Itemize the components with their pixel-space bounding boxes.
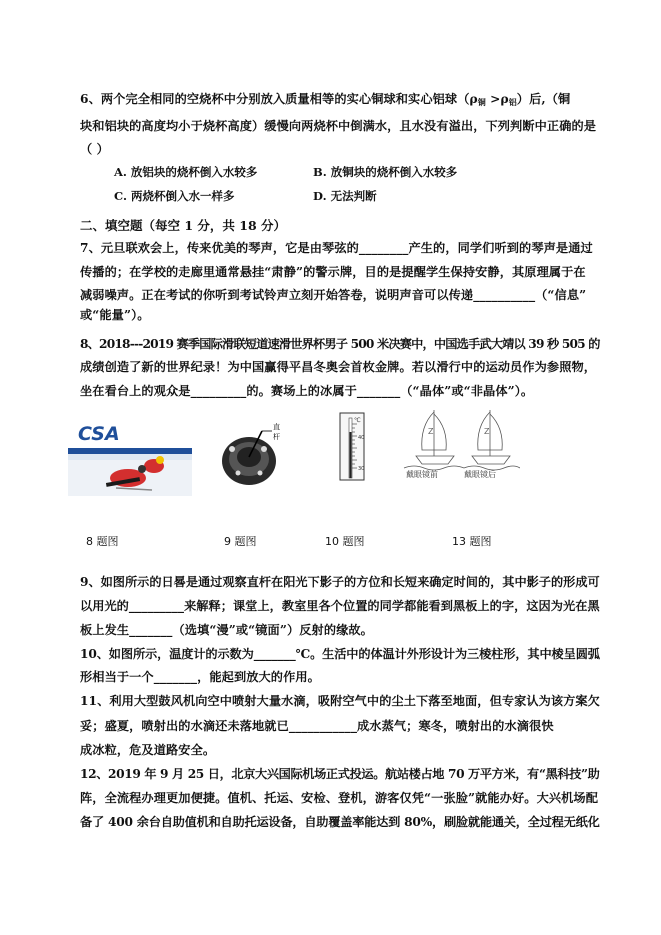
q7-line-1: 7、元旦联欢会上，传来优美的琴声，它是由琴弦的________产生的，同学们听到的琴声是通过 bbox=[80, 241, 593, 255]
q6-option-d: D. 无法判断 bbox=[313, 189, 377, 203]
q6-line-3: （ ） bbox=[80, 142, 109, 156]
svg-text:30: 30 bbox=[358, 466, 365, 472]
caption-fig10: 10 题图 bbox=[325, 535, 365, 548]
svg-text:直: 直 bbox=[273, 423, 280, 431]
subscript-copper: 铜 bbox=[477, 97, 486, 107]
q7-line-2: 传播的；在学校的走廊里通常悬挂“肃静”的警示牌，目的是提醒学生保持安静，其原理属于在 bbox=[80, 265, 586, 279]
q10-line-1: 10、如图所示，温度计的示数为_______℃。生活中的体温计外形设计为三棱柱形，其中棱呈圆弧 bbox=[80, 647, 600, 661]
q9-line-2: 以用光的_________来解释；课堂上，教室里各个位置的同学都能看到黑板上的字，这因为光在黑 bbox=[80, 599, 600, 613]
svg-text:Z: Z bbox=[428, 427, 434, 436]
q12-line-2: 阵，全流程办理更加便捷。值机、托运、安检、登机，游客仅凭“一张脸”就能办好。大兴机场配 bbox=[80, 791, 599, 805]
sundial-figure bbox=[216, 423, 288, 489]
q8-line-3: 坐在看台上的观众是_________的。赛场上的冰属于_______（“晶体”或“非晶体”）。 bbox=[80, 384, 534, 398]
q11-line-1: 11、利用大型鼓风机向空中喷射大量水滴，吸附空气中的尘土下落至地面，但专家认为该方案欠 bbox=[80, 694, 600, 708]
caption-fig9: 9 题图 bbox=[224, 535, 257, 548]
svg-text:戴眼镜前: 戴眼镜前 bbox=[406, 470, 438, 478]
section-title: 二、填空题（每空 1 分，共 18 分） bbox=[80, 218, 287, 233]
q7-line-3: 减弱噪声。正在考试的你听到考试铃声立刻开始答卷，说明声音可以传递__________（“信息” bbox=[80, 288, 587, 302]
svg-text:40: 40 bbox=[358, 435, 365, 441]
q8-line-2: 成绩创造了新的世界纪录！为中国赢得平昌冬奥会首枚金牌。若以滑行中的运动员作为参照物， bbox=[80, 360, 597, 374]
svg-text:戴眼镜后: 戴眼镜后 bbox=[464, 470, 496, 478]
subscript-aluminum: 铝 bbox=[508, 97, 517, 107]
q10-line-2: 形相当于一个_______，能起到放大的作用。 bbox=[80, 670, 320, 684]
q9-line-1: 9、如图所示的日晷是通过观察直杆在阳光下影子的方位和长短来确定时间的，其中影子的形成可 bbox=[80, 575, 600, 589]
svg-text:Z: Z bbox=[484, 427, 490, 436]
q12-line-1: 12、2019 年 9 月 25 日，北京大兴国际机场正式投运。航站楼占地 70 万平方米，有“黑科技”助 bbox=[80, 767, 600, 781]
q6-line-1-text: 6、两个完全相同的空烧杯中分别放入质量相等的实心铜球和实心铝球（ρ bbox=[80, 92, 478, 106]
q6-option-a: A. 放铝块的烧杯倒入水较多 bbox=[114, 165, 258, 179]
q7-line-4: 或“能量”）。 bbox=[80, 308, 150, 322]
speed-skating-photo bbox=[68, 420, 192, 496]
glasses-boat-figure bbox=[402, 402, 520, 478]
q11-line-3: 成冰粒，危及道路安全。 bbox=[80, 743, 216, 757]
q9-line-3: 板上发生_______（选填“漫”或“镜面”）反射的缘故。 bbox=[80, 623, 373, 637]
q6-line-2: 块和铝块的高度均小于烧杯高度）缓慢向两烧杯中倒满水，且水没有溢出，下列判断中正确的是 bbox=[80, 119, 597, 133]
q6-option-c: C. 两烧杯倒入水一样多 bbox=[114, 189, 235, 203]
q6-line-1-end: ）后,（铜 bbox=[516, 92, 571, 106]
q6-gt: >ρ bbox=[485, 92, 509, 106]
q6-line-1 bbox=[80, 90, 570, 108]
q12-line-3: 备了 400 余台自助值机和自助托运设备，自助覆盖率能达到 80%，刷脸就能通关，全过程无纸化 bbox=[80, 815, 600, 829]
caption-fig13: 13 题图 bbox=[452, 535, 492, 548]
q11-line-2: 妥；盛夏，喷射出的水滴还未落地就已___________成水蒸气；寒冬，喷射出的水滴很快 bbox=[80, 719, 554, 733]
csa-logo-text: CSA bbox=[78, 423, 120, 445]
caption-fig8: 8 题图 bbox=[86, 535, 119, 548]
svg-text:杆: 杆 bbox=[273, 433, 280, 441]
svg-text:℃: ℃ bbox=[354, 417, 361, 424]
q6-option-b: B. 放铜块的烧杯倒入水较多 bbox=[313, 165, 458, 179]
q8-line-1: 8、2018---2019 赛季国际滑联短道速滑世界杯男子 500 米决赛中，中国选手武大靖以 39 秒 505 的 bbox=[80, 337, 600, 351]
thermometer-figure bbox=[330, 412, 374, 482]
